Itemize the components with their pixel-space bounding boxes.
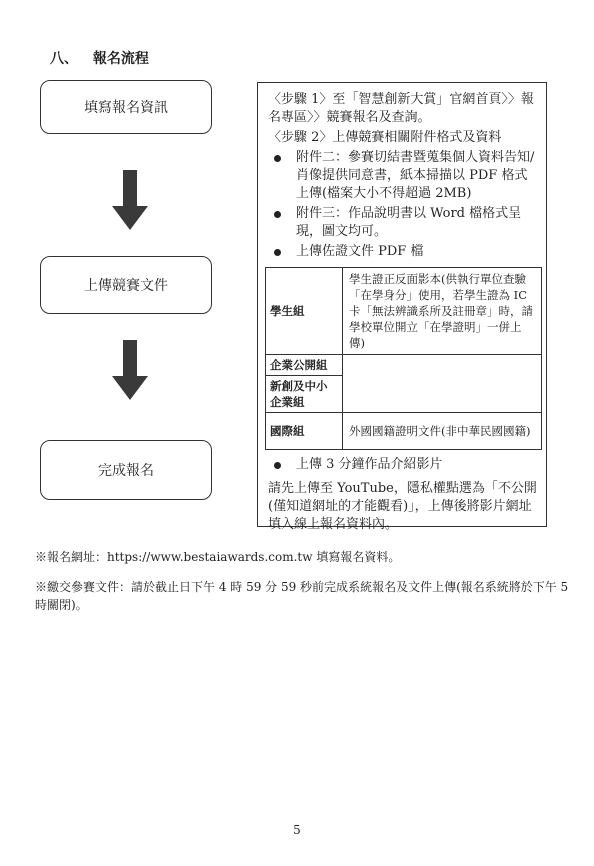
flow-step-label: 完成報名 xyxy=(98,463,154,479)
flow-step-fill-info xyxy=(40,80,212,134)
bullet-icon xyxy=(274,249,281,256)
note-submission-deadline: ※繳交參賽文件：請於截止日下午 4 時 59 分 59 秒前完成系統報名及文件上傳(報名系統將於下午 5 時關閉)。 xyxy=(35,580,569,612)
doc-cell xyxy=(343,355,542,413)
step-details-box xyxy=(257,82,547,532)
doc-cell: 外國國籍證明文件(非中華民國國籍) xyxy=(343,413,542,450)
group-cell: 學生組 xyxy=(266,268,343,355)
supporting-docs-table xyxy=(265,267,542,450)
group-cell: 國際組 xyxy=(266,413,343,450)
bullet-attachment3: 附件三：作品說明書以 Word 檔格式呈現，圖文均可。 xyxy=(268,205,538,241)
flow-step-complete xyxy=(40,440,212,500)
group-cell: 新創及中小企業組 xyxy=(266,376,343,413)
bullet-supporting-docs: 上傳佐證文件 PDF 檔 xyxy=(268,243,538,261)
bullet-icon xyxy=(274,462,281,469)
flow-step-label: 填寫報名資訊 xyxy=(84,100,168,116)
section-title: 報名流程 xyxy=(92,51,149,67)
page-number: 5 xyxy=(293,823,301,837)
flow-step-label: 上傳競賽文件 xyxy=(84,278,168,294)
bullet-icon xyxy=(274,155,281,162)
section-heading xyxy=(50,48,149,68)
table-row xyxy=(266,268,542,355)
group-cell: 企業公開組 xyxy=(266,355,343,376)
table-row xyxy=(266,355,542,376)
step1-instruction: 〈步驟 1〉至「智慧創新大賞」官網首頁〉〉報名專區〉〉競賽報名及查詢。 xyxy=(268,92,534,125)
step2-instruction: 〈步驟 2〉上傳競賽相關附件格式及資料 xyxy=(268,130,502,145)
bullet-video: 上傳 3 分鐘作品介紹影片 xyxy=(268,456,538,474)
doc-cell: 學生證正反面影本(供執行單位查驗「在學身分」使用，若學生證為 IC 卡「無法辨識系所及註冊章」時，請學校單位開立「在學證明」一併上傳) xyxy=(343,268,542,355)
bullet-icon xyxy=(274,211,281,218)
bullet-attachment2: 附件二：參賽切結書暨蒐集個人資料告知/肖像提供同意書，紙本掃描以 PDF 格式上傳(檔案大小不得超過 2MB) xyxy=(268,149,538,203)
down-arrow-icon xyxy=(110,170,150,232)
note-registration-url: ※報名網址：https://www.bestaiawards.com.tw 填寫報名資料。 xyxy=(35,550,401,564)
youtube-instructions: 請先上傳至 YouTube，隱私權點選為「不公開(僅知道網址的才能觀看)」，上傳後將影片網址填入線上報名資料內。 xyxy=(268,481,537,532)
down-arrow-icon xyxy=(110,340,150,402)
table-row xyxy=(266,413,542,450)
section-number: 八、 xyxy=(50,51,78,67)
flow-step-upload-docs xyxy=(40,256,212,314)
